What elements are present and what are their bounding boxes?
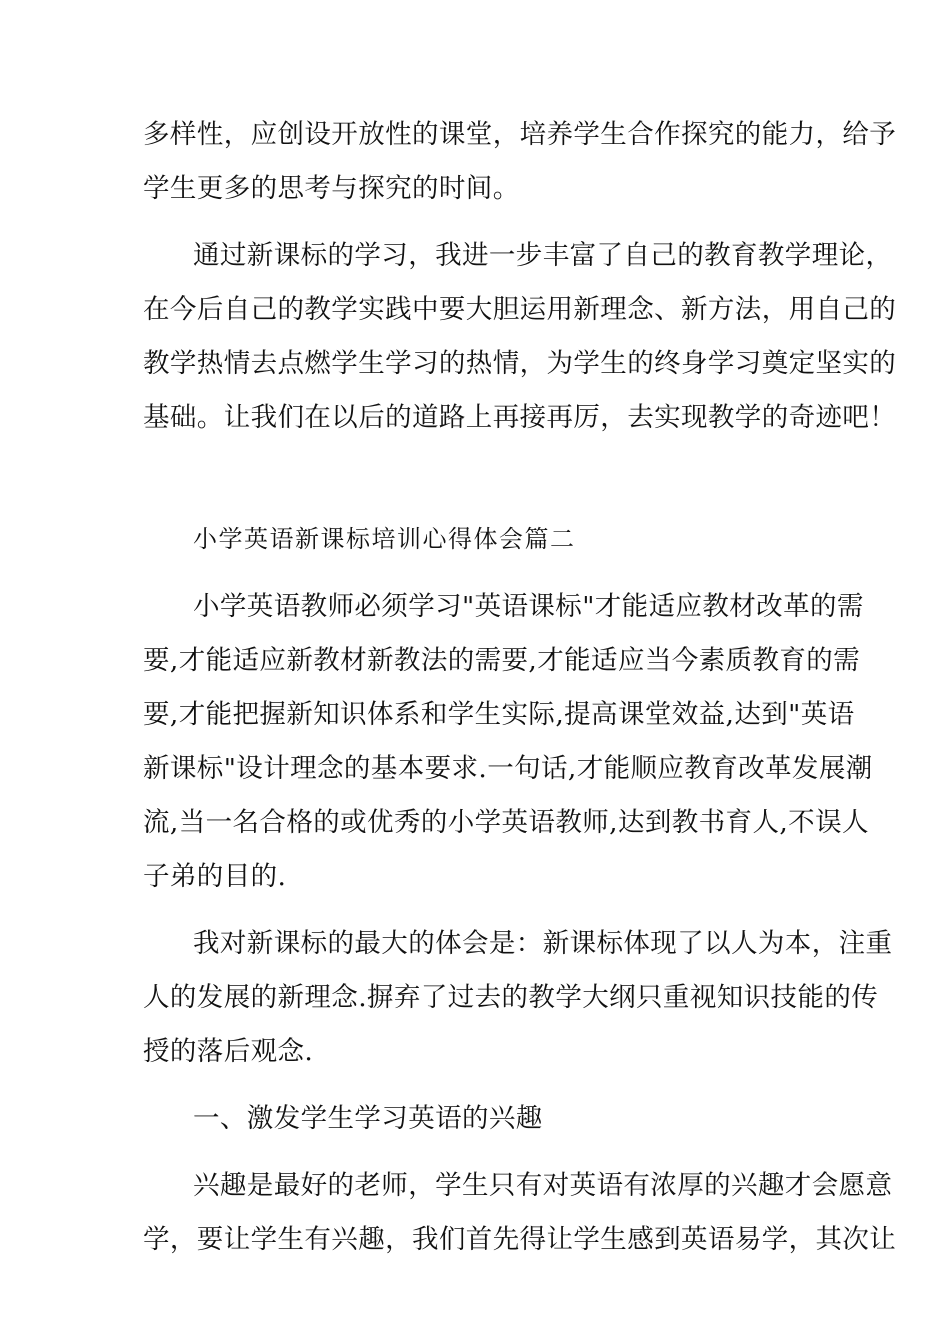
paragraph-line: 要,才能把握新知识体系和学生实际,提高课堂效益,达到"英语 (143, 699, 855, 730)
paragraph-line: 子弟的目的. (143, 861, 287, 892)
paragraph-line: 基础。让我们在以后的道路上再接再厉，去实现教学的奇迹吧！ (143, 402, 897, 433)
section-heading: 小学英语新课标培训心得体会篇二 (193, 525, 576, 553)
paragraph-line: 要,才能适应新教材新教法的需要,才能适应当今素质教育的需 (143, 645, 861, 676)
paragraph-line: 授的落后观念. (143, 1036, 314, 1067)
paragraph-line: 流,当一名合格的或优秀的小学英语教师,达到教书育人,不误人 (143, 807, 869, 838)
paragraph-line: 新课标"设计理念的基本要求.一句话,才能顺应教育改革发展潮 (143, 753, 873, 784)
paragraph-line: 小学英语教师必须学习"英语课标"才能适应教材改革的需 (193, 591, 864, 622)
paragraph-line: 人的发展的新理念.摒弃了过去的教学大纲只重视知识技能的传 (143, 982, 879, 1013)
paragraph-line: 多样性，应创设开放性的课堂，培养学生合作探究的能力，给予 (143, 119, 897, 150)
paragraph-line: 学，要让学生有兴趣，我们首先得让学生感到英语易学，其次让 (143, 1224, 897, 1255)
paragraph-line: 通过新课标的学习，我进一步丰富了自己的教育教学理论， (193, 240, 893, 271)
paragraph-line: 我对新课标的最大的体会是：新课标体现了以人为本，注重 (193, 928, 893, 959)
paragraph-line: 教学热情去点燃学生学习的热情，为学生的终身学习奠定坚实的 (143, 348, 897, 379)
subheading: 一、激发学生学习英语的兴趣 (193, 1103, 543, 1134)
paragraph-line: 在今后自己的教学实践中要大胆运用新理念、新方法，用自己的 (143, 294, 897, 325)
paragraph-line: 学生更多的思考与探究的时间。 (143, 173, 520, 204)
paragraph-line: 兴趣是最好的老师，学生只有对英语有浓厚的兴趣才会愿意 (193, 1170, 893, 1201)
